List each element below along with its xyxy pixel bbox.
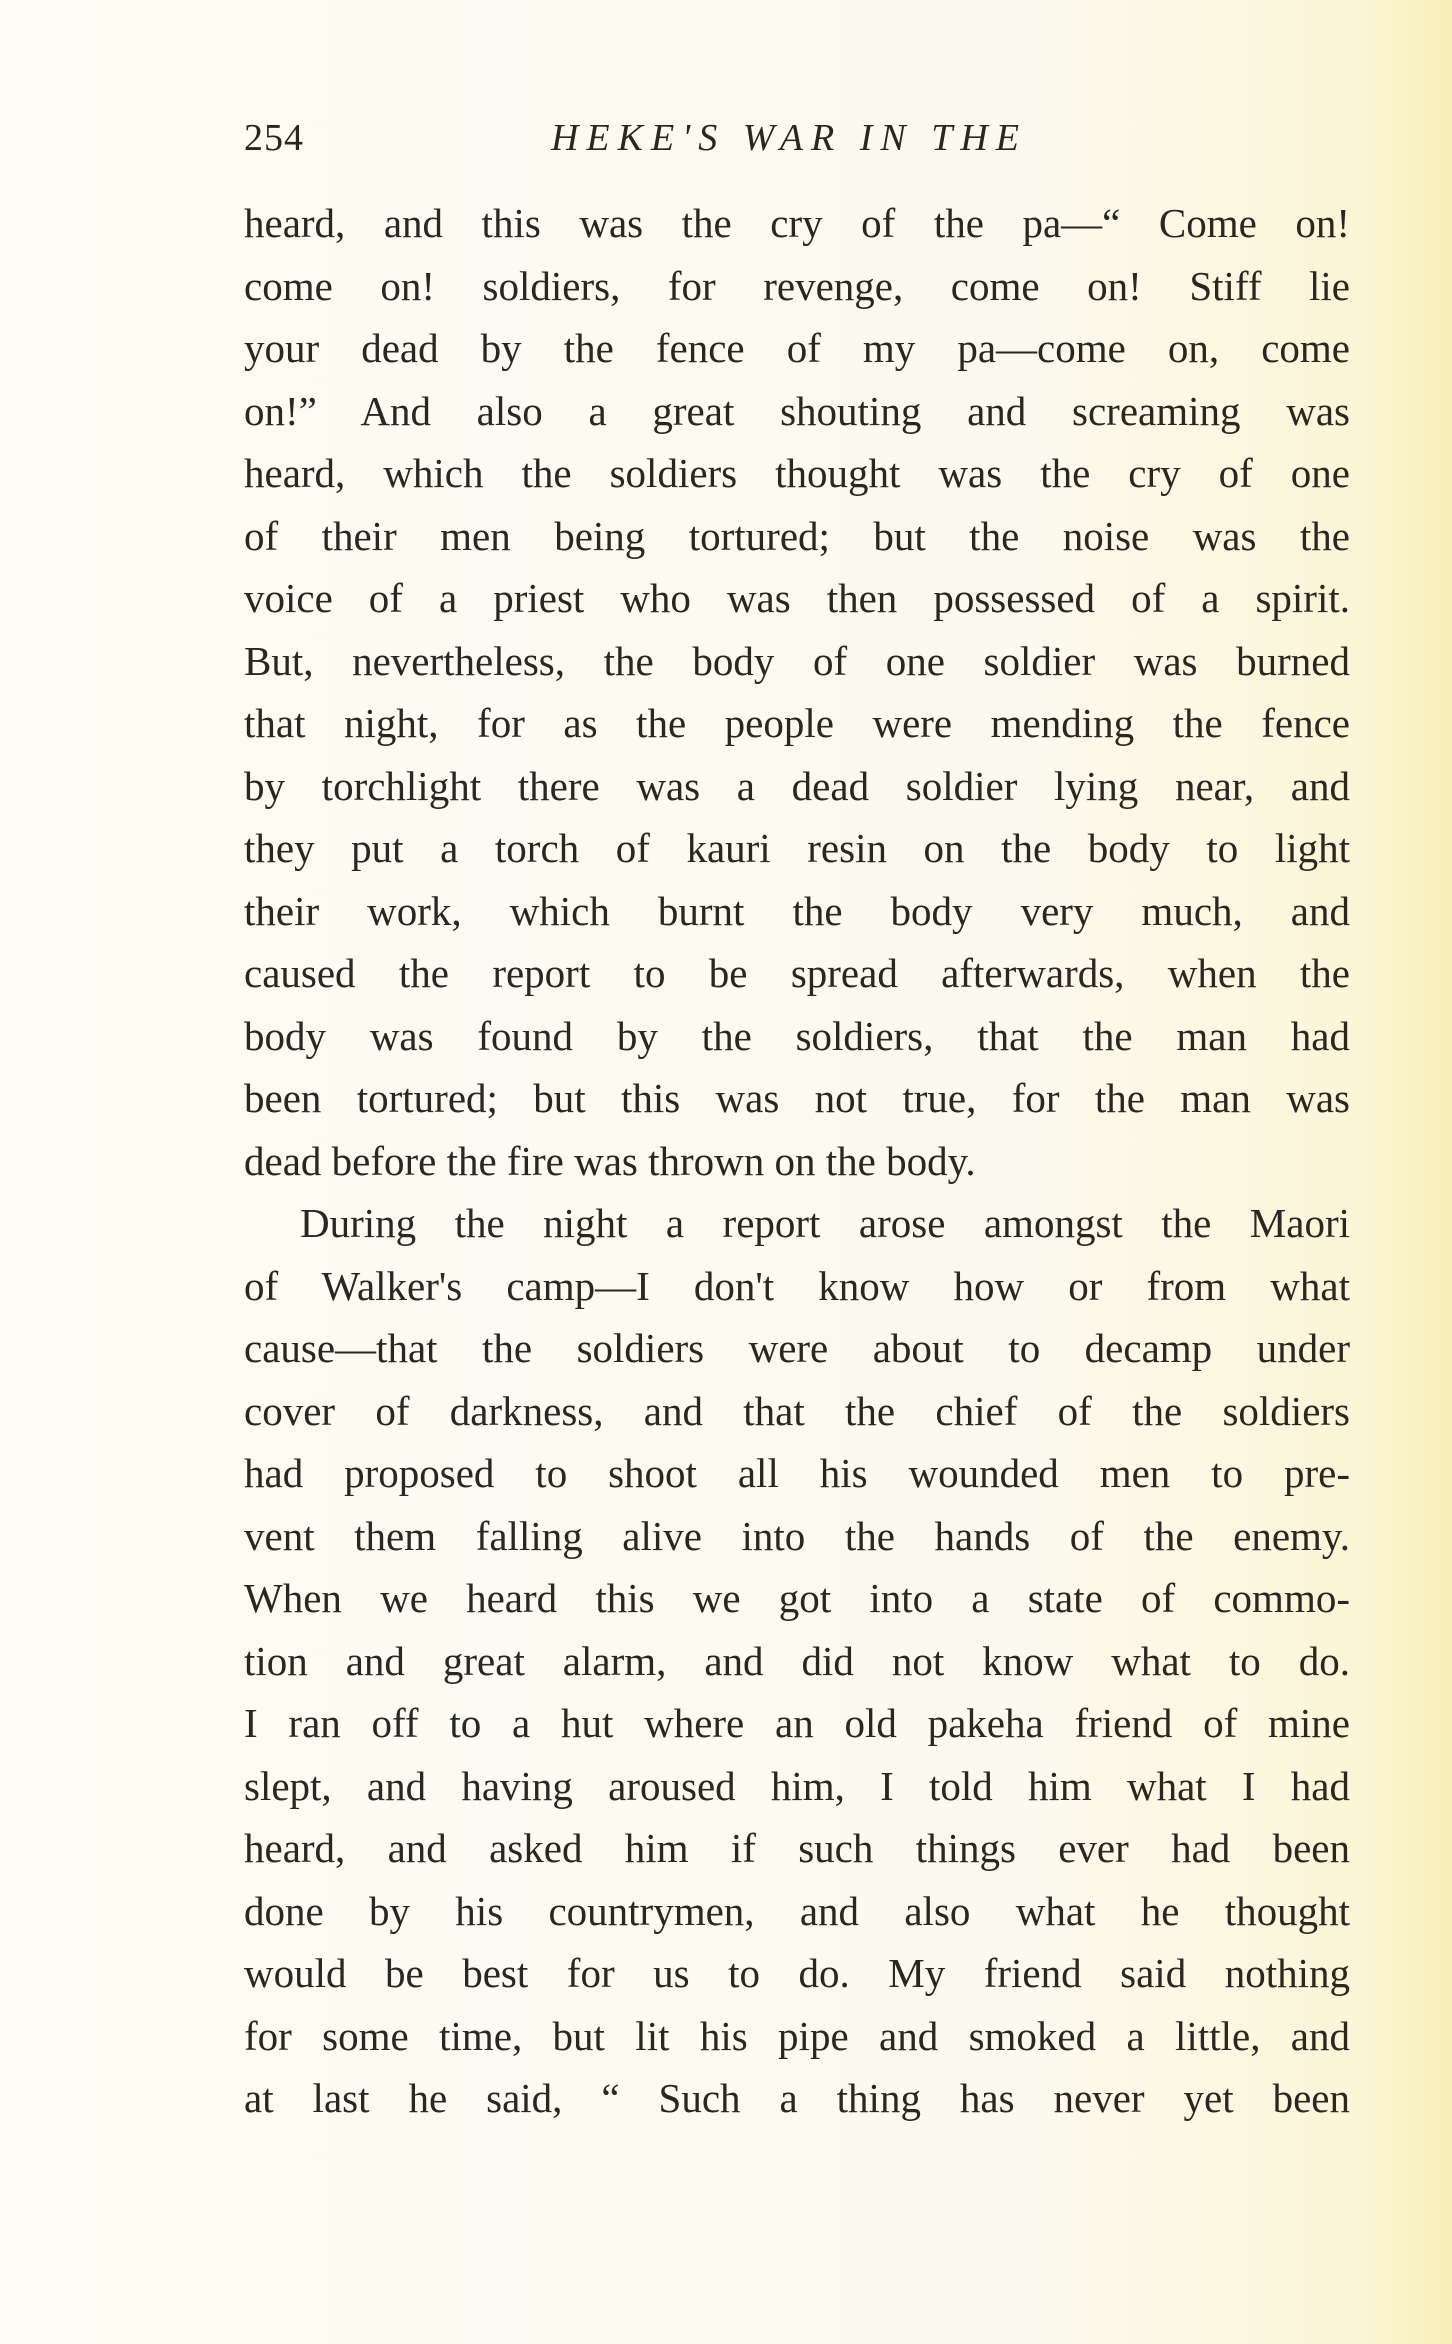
paragraph-start-line: During the night a report arose amongst the Maori (300, 1200, 1350, 1246)
text-line: heard, and asked him if such things ever had been (244, 1825, 1350, 1871)
text-line: that night, for as the people were mending the fence (244, 700, 1350, 746)
running-title: HEKE'S WAR IN THE (550, 117, 1028, 159)
text-line: their work, which burnt the body very much, and (244, 887, 1350, 934)
page-number: 254 (244, 117, 304, 159)
text-line: for some time, but lit his pipe and smoked a little, and (244, 2012, 1350, 2059)
text-line: heard, and this was the cry of the pa—“ Come on! (244, 200, 1350, 246)
text-line: at last he said, “ Such a thing has never yet been (244, 2075, 1350, 2121)
text-line: cause—that the soldiers were about to decamp under (244, 1325, 1350, 1371)
text-line: body was found by the soldiers, that the man had (244, 1012, 1350, 1059)
text-line: voice of a priest who was then possessed of a spirit. (244, 575, 1350, 621)
running-head (244, 112, 1350, 164)
text-line: tion and great alarm, and did not know what to do. (244, 1637, 1350, 1684)
body-text (244, 192, 1350, 2130)
text-line: been tortured; but this was not true, for the man was (244, 1075, 1350, 1121)
text-line: would be best for us to do. My friend said nothing (244, 1950, 1350, 1996)
text-line: heard, which the soldiers thought was the cry of one (244, 450, 1350, 496)
text-line: caused the report to be spread afterwards, when the (244, 950, 1350, 996)
text-line: by torchlight there was a dead soldier lying near, and (244, 762, 1350, 809)
paragraph-end-line: dead before the fire was thrown on the body. (244, 1137, 976, 1184)
text-line: vent them falling alive into the hands of the enemy. (244, 1512, 1350, 1559)
text-line: they put a torch of kauri resin on the body to light (244, 825, 1350, 871)
text-line: of Walker's camp—I don't know how or from what (244, 1262, 1350, 1309)
text-line: had proposed to shoot all his wounded men to pre- (244, 1450, 1350, 1496)
text-line: done by his countrymen, and also what he thought (244, 1887, 1350, 1934)
text-line: cover of darkness, and that the chief of the soldiers (244, 1387, 1350, 1434)
text-line: slept, and having aroused him, I told him what I had (244, 1762, 1350, 1809)
text-line: come on! soldiers, for revenge, come on! Stiff lie (244, 262, 1350, 309)
text-line: of their men being tortured; but the noise was the (244, 512, 1350, 559)
text-line: But, nevertheless, the body of one soldier was burned (244, 637, 1350, 684)
text-line: your dead by the fence of my pa—come on, come (244, 325, 1350, 371)
text-line: When we heard this we got into a state of commo- (244, 1575, 1350, 1621)
text-line: on!” And also a great shouting and screaming was (244, 387, 1350, 434)
text-line: I ran off to a hut where an old pakeha friend of mine (244, 1700, 1350, 1746)
